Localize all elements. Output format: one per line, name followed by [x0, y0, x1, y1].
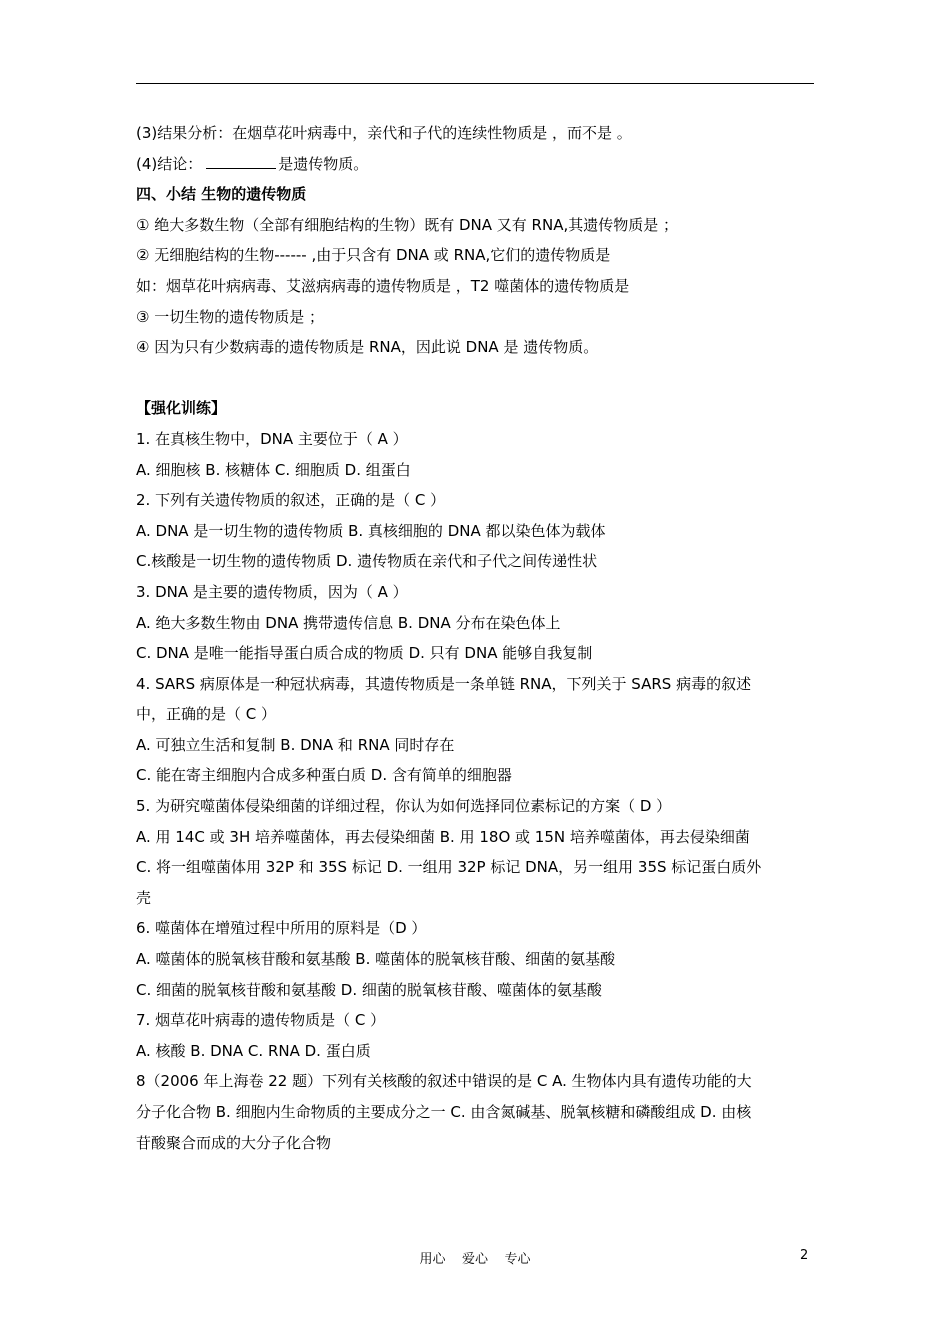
summary-item-2: ② 无细胞结构的生物------ ,由于只含有 DNA 或 RNA,它们的遗传物质是 — [136, 246, 611, 265]
question-line: A. 噬菌体的脱氧核苷酸和氨基酸 B. 噬菌体的脱氧核苷酸、细菌的氨基酸 — [136, 950, 616, 969]
conclusion-line — [136, 149, 820, 180]
blank-spacer — [136, 363, 820, 394]
question-line: C.核酸是一切生物的遗传物质 D. 遗传物质在亲代和子代之间传递性状 — [136, 552, 598, 571]
conclusion-label: (4)结论： — [136, 154, 203, 173]
question-line: A. 可独立生活和复制 B. DNA 和 RNA 同时存在 — [136, 735, 455, 754]
section-heading-summary: 四、小结 生物的遗传物质 — [136, 185, 307, 204]
question-line: 5. 为研究噬菌体侵染细菌的详细过程，你认为如何选择同位素标记的方案（ D ） — [136, 797, 672, 816]
question-line: 7. 烟草花叶病毒的遗传物质是（ C ） — [136, 1011, 386, 1030]
summary-item-3: ③ 一切生物的遗传物质是 ； — [136, 307, 324, 326]
conclusion-tail: 是遗传物质。 — [278, 154, 369, 173]
question-line: 苷酸聚合而成的大分子化合物 — [136, 1133, 332, 1152]
question-line: C. 能在寄主细胞内合成多种蛋白质 D. 含有简单的细胞器 — [136, 766, 512, 785]
footer-motto: 用心 爱心 专心 — [419, 1252, 531, 1267]
question-line: 壳 — [136, 888, 152, 907]
question-line: C. DNA 是唯一能指导蛋白质合成的物质 D. 只有 DNA 能够自我复制 — [136, 644, 593, 663]
summary-item-1: ① 绝大多数生物（全部有细胞结构的生物）既有 DNA 又有 RNA,其遗传物质是 ； — [136, 215, 678, 234]
question-line: C. 细菌的脱氧核苷酸和氨基酸 D. 细菌的脱氧核苷酸、噬菌体的氨基酸 — [136, 980, 602, 999]
training-heading: 【强化训练】 — [136, 399, 227, 418]
question-line: 2. 下列有关遗传物质的叙述，正确的是（ C ） — [136, 491, 446, 510]
fill-in-blank — [206, 153, 276, 169]
question-line: C. 将一组噬菌体用 32P 和 35S 标记 D. 一组用 32P 标记 DNA，另一组用 35S 标记蛋白质外 — [136, 858, 762, 877]
question-line: A. 细胞核 B. 核糖体 C. 细胞质 D. 组蛋白 — [136, 460, 411, 479]
question-line: 6. 噬菌体在增殖过程中所用的原料是（D ） — [136, 919, 427, 938]
question-line: 中，正确的是（ C ） — [136, 705, 277, 724]
question-line: A. 核酸 B. DNA C. RNA D. 蛋白质 — [136, 1041, 371, 1060]
page-number: 2 — [800, 1248, 809, 1263]
training-questions — [136, 424, 820, 1158]
summary-item-2-example: 如：烟草花叶病病毒、艾滋病病毒的遗传物质是 ，T2 噬菌体的遗传物质是 — [136, 276, 630, 295]
question-line: 分子化合物 B. 细胞内生命物质的主要成分之一 C. 由含氮碱基、脱氧核糖和磷酸组成 D. 由核 — [136, 1103, 752, 1121]
question-line: 1. 在真核生物中，DNA 主要位于（ A ） — [136, 429, 408, 448]
question-line: 8（2006 年上海卷 22 题）下列有关核酸的叙述中错误的是 C A. 生物体内具有遗传功能的大 — [136, 1072, 752, 1091]
result-analysis-line: (3)结果分析：在烟草花叶病毒中，亲代和子代的连续性物质是 ，而不是 。 — [136, 124, 632, 142]
document-body — [136, 118, 820, 1158]
header-rule — [136, 83, 814, 84]
question-line: 4. SARS 病原体是一种冠状病毒，其遗传物质是一条单链 RNA，下列关于 SARS 病毒的叙述 — [136, 674, 752, 693]
question-line: 3. DNA 是主要的遗传物质，因为（ A ） — [136, 582, 408, 601]
question-line: A. DNA 是一切生物的遗传物质 B. 真核细胞的 DNA 都以染色体为载体 — [136, 521, 606, 540]
summary-item-4: ④ 因为只有少数病毒的遗传物质是 RNA，因此说 DNA 是 遗传物质。 — [136, 338, 599, 357]
question-line: A. 绝大多数生物由 DNA 携带遗传信息 B. DNA 分布在染色体上 — [136, 613, 561, 632]
question-line: A. 用 14C 或 3H 培养噬菌体，再去侵染细菌 B. 用 18O 或 15N 培养噬菌体，再去侵染细菌 — [136, 827, 750, 846]
